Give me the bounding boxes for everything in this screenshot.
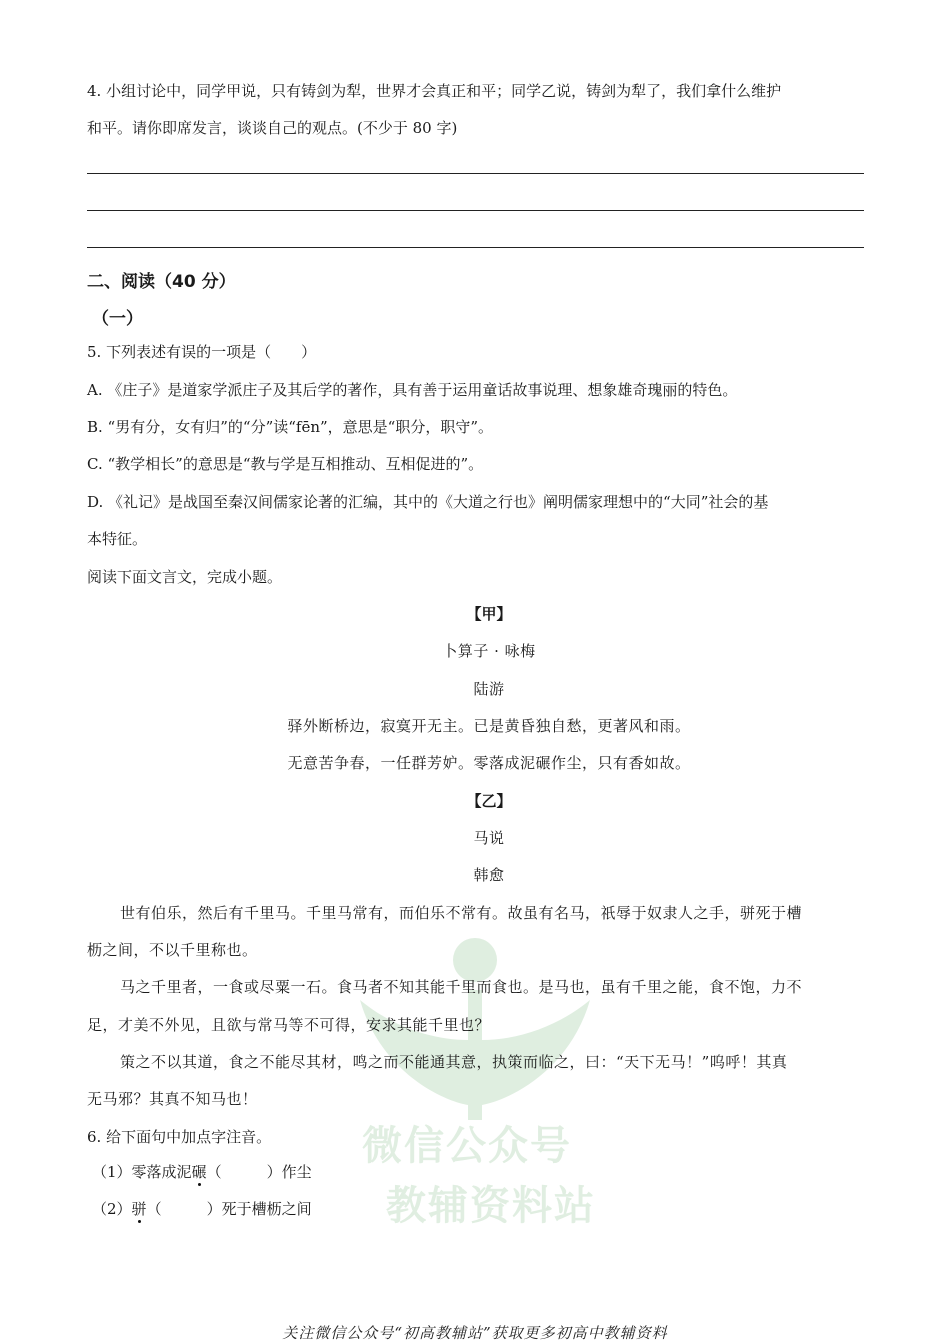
q6-item2-post: 死于槽枥之间 [221,1200,312,1218]
q5-option-d[interactable]: D. 《礼记》是战国至秦汉间儒家论著的汇编，其中的《大道之行也》阐明儒家理想中的“大同”社会的基 [87,493,769,511]
q6-stem: 6. 给下面句中加点字注音。 [87,1128,272,1146]
q4-line1: 4. 小组讨论中，同学甲说，只有铸剑为犁，世界才会真正和平；同学乙说，铸剑为犁了，我们拿什么维护 [87,82,782,100]
jia-title: 卜算子 · 咏梅 [442,642,536,660]
yi-author: 韩愈 [473,866,505,884]
q5-option-b[interactable]: B. “男有分，女有归”的“分”读“fēn”，意思是“职分，职守”。 [87,418,493,436]
q6-item1-post: 作尘 [281,1163,312,1181]
reading-intro: 阅读下面文言文，完成小题。 [87,568,283,586]
yi-p3-line2: 无马邪？其真不知马也！ [87,1090,258,1108]
yi-p3-line1: 策之不以其道，食之不能尽其材，鸣之而不能通其意，执策而临之，曰：“天下无马！”呜呼！其真 [120,1053,788,1071]
jia-author: 陆游 [473,680,505,698]
q6-item1-dotted-char: 碾 [191,1163,207,1181]
answer-line-1[interactable] [87,173,864,174]
jia-label: 【甲】 [466,605,512,623]
q6-item2 [92,1199,312,1219]
q6-item2-dotted-char: 骈 [131,1200,147,1218]
q5-option-d-cont: 本特征。 [87,530,148,548]
yi-title: 马说 [473,829,505,847]
q6-item1-blank[interactable]: （ ） [206,1163,282,1181]
q6-item2-pre: （2） [92,1200,132,1218]
watermark-line2: 教辅资料站 [386,1183,596,1229]
q6-item2-blank[interactable]: （ ） [146,1200,222,1218]
footer-note: 关注微信公众号“初高教辅站”获取更多初高中教辅资料 [282,1324,668,1342]
watermark-line1: 微信公众号 [362,1123,572,1169]
jia-line2: 无意苦争春，一任群芳妒。零落成泥碾作尘，只有香如故。 [287,754,691,772]
q5-option-c[interactable]: C. “教学相长”的意思是“教与学是互相推动、互相促进的”。 [87,455,484,473]
q6-item1-pre: （1）零落成泥 [92,1163,192,1181]
yi-p1-line1: 世有伯乐，然后有千里马。千里马常有，而伯乐不常有。故虽有名马，祇辱于奴隶人之手，骈死于槽 [120,904,803,922]
q5-option-a[interactable]: A. 《庄子》是道家学派庄子及其后学的著作，具有善于运用童话故事说理、想象雄奇瑰丽的特色。 [87,381,738,399]
yi-p2-line2: 足，才美不外见，且欲与常马等不可得，安求其能千里也？ [87,1016,491,1034]
jia-line1: 驿外断桥边，寂寞开无主。已是黄昏独自愁，更著风和雨。 [287,717,691,735]
yi-label: 【乙】 [466,792,512,810]
yi-p2-line1: 马之千里者，一食或尽粟一石。食马者不知其能千里而食也。是马也，虽有千里之能，食不饱，力不 [120,978,803,996]
q5-stem: 5. 下列表述有误的一项是（ ） [87,343,317,361]
yi-p1-line2: 枥之间，不以千里称也。 [87,941,258,959]
section-subtitle: （一） [92,309,143,329]
answer-line-3[interactable] [87,247,864,248]
q6-item1 [92,1162,312,1182]
section-title: 二、阅读（40 分） [87,272,236,292]
answer-line-2[interactable] [87,210,864,211]
q4-line2: 和平。请你即席发言，谈谈自己的观点。(不少于 80 字) [87,119,458,137]
